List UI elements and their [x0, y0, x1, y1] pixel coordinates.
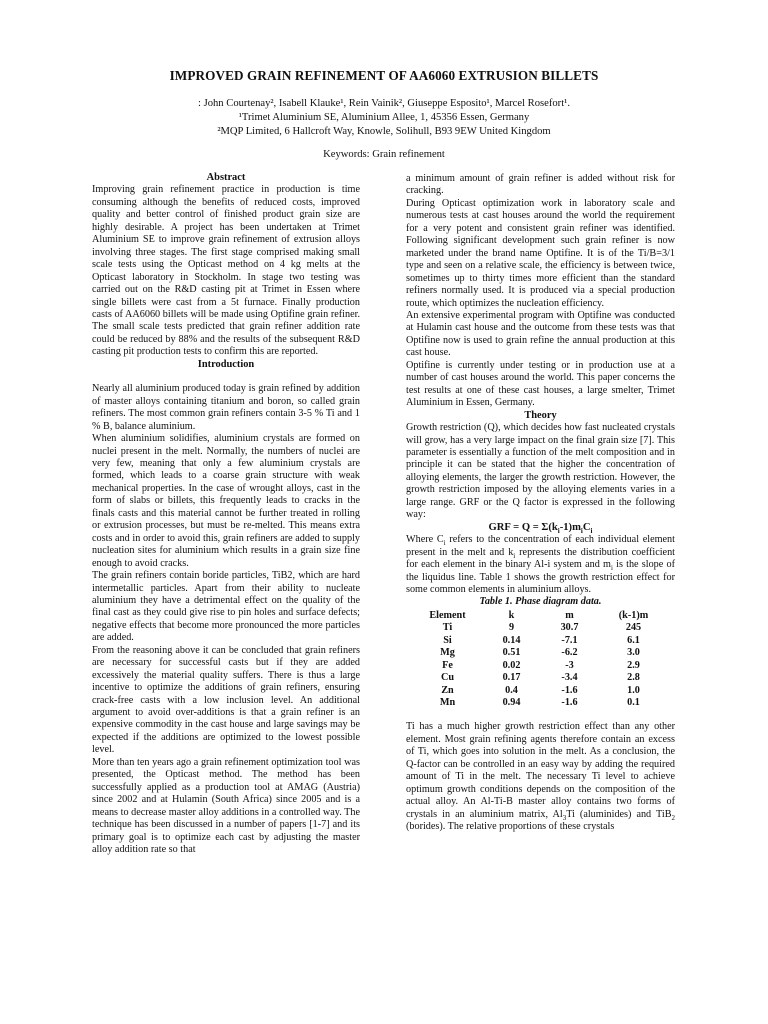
table-cell: 0.17: [502, 672, 521, 684]
abstract-heading: Abstract: [206, 172, 246, 183]
table-row: [413, 647, 669, 659]
intro-paragraph-2: When aluminium solidifies, aluminium crystals are formed on nuclei present in the melt. Normally, the numbers of nuclei are very few, meaning that only a few aluminium crystals are formed, which leads to a coarse grain structure with weak mechanical properties. In the case of wrought alloys, cast in the form of slabs or billets, this frequently leads to cracks in the finals casts and this material cannot be further treated in rolling or extrusion processes, but must be re-melted. This means extra costs and in order to avoid this, grain refiners are added to supply nucleation sites for aluminium which results in a grain size fine enough to avoid cracks.: [92, 433, 360, 569]
table-cell: 9: [508, 622, 515, 634]
theory-paragraph-3: Ti has a much higher growth restriction effect than any other element. Most grain refining agents therefore contain an excess of Ti, which goes into solution in the melt. As a conclusion, the Q-factor can be controlled in an easy way by adding the required amount of Ti in the melt. The necessary Ti level to achieve optimum growth conditions depends on the composition of the actual alloy. An Al-Ti-B master alloy contains two forms of crystals in an aluminium matrix, $Al_3Ti$ (aluminides) and TiB$_2$ (borides). The relative proportions of these crystals: [406, 721, 675, 833]
introduction-heading: Introduction: [197, 358, 255, 370]
table-caption: Table 1. Phase diagram data.: [479, 596, 602, 608]
right-paragraph-3: An extensive experimental program with Optifine was conducted at Hulamin cast house and the outcome from these tests was that Optifine now is used to grain refine the annual production at this cast house.: [406, 309, 675, 359]
table-row: [413, 697, 669, 709]
table-cell: Cu: [440, 672, 455, 684]
table-body: [413, 622, 669, 709]
theory-paragraph-2: Where $C_i$ refers to the concentration of each individual element present in the melt and $k_i$ represents the distribution coefficient for each element in the binary Al-i system and $m_i$ is the slope of the liquidus line. Table 1 shows the growth restriction effect for some common elements in aluminium alloys.: [406, 534, 676, 595]
table-cell: 6.1: [627, 634, 640, 646]
table-row: [413, 635, 669, 647]
table-cell: -1.6: [561, 697, 578, 709]
intro-paragraph-1: Nearly all aluminium produced today is grain refined by addition of master alloys containing titanium and boron, so called grain refiners. The most common grain refiners contain 3-5 % Ti and 1 % B, balance aluminium.: [92, 383, 360, 432]
table-cell: Fe: [442, 659, 453, 671]
left-column: [92, 172, 360, 856]
table-cell: -3.4: [561, 672, 578, 684]
table-cell: Si: [443, 634, 452, 646]
theory-heading: Theory: [524, 409, 557, 421]
table-header-cell: m: [565, 609, 574, 621]
phase-diagram-table: [413, 610, 669, 710]
author-block: [0, 97, 768, 139]
table-cell: 2.8: [627, 672, 640, 684]
author-list: : John Courtenay², Isabell Klauke¹, Rein Vainik², Giuseppe Esposito¹, Marcel Rosefort¹.: [198, 98, 570, 109]
intro-paragraph-5: More than ten years ago a grain refinement optimization tool was presented, the Opticast method. The method has been successfully applied as a production tool at AMAG (Austria) since 2002 and at Hulamin (South Africa) since 2005 and is a means to decrease master alloy additions in a controlled way. The technique has been discussed in a number of papers [1-7] and its primary goal is to optimize each cast by adjusting the master alloy addition rate so that: [92, 756, 360, 856]
table-row: [413, 622, 669, 634]
abstract-text: Improving grain refinement practice in production is time consuming although the benefits of reduced costs, improved quality and better control of finished product grain size are highly desirable. A project has been undertaken at Trimet Aluminium SE to improve grain refinement of extrusion alloys involving three stages. The first stage comprised making small scale tests using the Opticast method on 4 kg melts at the Opticast laboratory in Stockholm. In stage two testing was carried out on the R&D casting pit at Trimet in Essen where single billets were cast from a 5t furnace. Finally production casts of AA6060 billets will be made using Optifine grain refiner. The small scale tests predicted that grain refiner addition rate could be reduced by 88% and the results of the subsequent R&D casting pit production tests to confirm this are reported.: [92, 184, 360, 358]
table-cell: -6.2: [561, 647, 578, 659]
table-cell: 30.7: [560, 622, 579, 634]
table-cell: Mn: [439, 697, 456, 709]
table-header-row: [413, 610, 669, 622]
intro-paragraph-4: From the reasoning above it can be concluded that grain refiners are necessary for successful casts but if they are added excessively the material quality suffers. There is thus a large incentive to optimize the additions of grain refiners, ensuring crack-free casts with a low inclusion level. An additional argument to avoid over-additions is that a grain refiner is an expensive commodity in the cast house and large savings may be expected if the additions are optimized to the lowest possible level.: [92, 644, 360, 756]
table-row: [413, 660, 669, 672]
right-column: [406, 173, 675, 834]
table-row: [413, 672, 669, 684]
right-paragraph-4: Optifine is currently under testing or in production use at a number of cast houses around the world. This paper concerns the test results at one of these cast houses, a large smelter, Trimet Aluminium in Essen, Germany.: [406, 359, 675, 409]
table-cell: Zn: [441, 684, 454, 696]
table-cell: 0.02: [502, 659, 521, 671]
grf-formula: GRF = $Q = \Sigma(k_i-1)m_iC_i$: [488, 521, 593, 535]
table-cell: Ti: [442, 622, 453, 634]
paper-title: IMPROVED GRAIN REFINEMENT OF AA6060 EXTRUSION BILLETS: [169, 68, 599, 83]
table-cell: 3.0: [627, 647, 640, 659]
table-cell: 245: [625, 622, 642, 634]
right-paragraph-2: During Opticast optimization work in laboratory scale and numerous tests at cast houses around the world the requirement for a very potent and consistent grain refiner was identified. Following significant development such grain refiner is now marketed under the brand name Optifine. It is of the Ti/B=3/1 type and seen on a relative scale, the efficiency is between twice, sometimes up to thirty times more efficient than the standard refiners normally used. It is produced via a special production route, which optimizes the nucleation efficiency.: [406, 197, 675, 309]
table-cell: 0.94: [502, 697, 521, 709]
table-header-cell: (k-1)m: [618, 609, 649, 621]
keywords: Keywords: Grain refinement: [323, 149, 445, 160]
table-cell: 2.9: [627, 659, 640, 671]
intro-paragraph-3: The grain refiners contain boride particles, TiB2, which are hard intermetallic particles. Apart from their ability to nucleate aluminium they have a detrimental effect on the quality of the final cast as they could give rise to pin holes and surface defects; negative effects that become more pronounced the more particles are added.: [92, 570, 360, 644]
affiliation-1: ¹Trimet Aluminium SE, Aluminium Allee, 1, 45356 Essen, Germany: [238, 112, 530, 123]
table-cell: -7.1: [561, 634, 578, 646]
table-cell: 0.51: [502, 647, 521, 659]
table-row: [413, 685, 669, 697]
table-cell: 1.0: [627, 684, 640, 696]
table-cell: 0.1: [627, 697, 640, 709]
table-cell: 0.14: [502, 634, 521, 646]
table-cell: -3: [565, 659, 574, 671]
affiliation-2: ²MQP Limited, 6 Hallcroft Way, Knowle, Solihull, B93 9EW United Kingdom: [217, 126, 551, 137]
table-cell: 0.4: [505, 684, 518, 696]
table-cell: Mg: [440, 647, 455, 659]
table-header-cell: Element: [429, 609, 466, 621]
right-paragraph-1: a minimum amount of grain refiner is added without risk for cracking.: [406, 173, 675, 197]
table-cell: -1.6: [561, 684, 578, 696]
table-header-cell: k: [508, 609, 515, 621]
theory-paragraph-1: Growth restriction (Q), which decides how fast nucleated crystals will grow, has a very large impact on the final grain size [7]. This parameter is essentially a function of the melt composition and in principle it can be stated that the higher the concentration of alloying elements, the larger the growth restriction. However, the growth restriction imposed by the alloying elements varies in a large range. GRF or the Q factor is expressed in the following way:: [406, 422, 675, 521]
